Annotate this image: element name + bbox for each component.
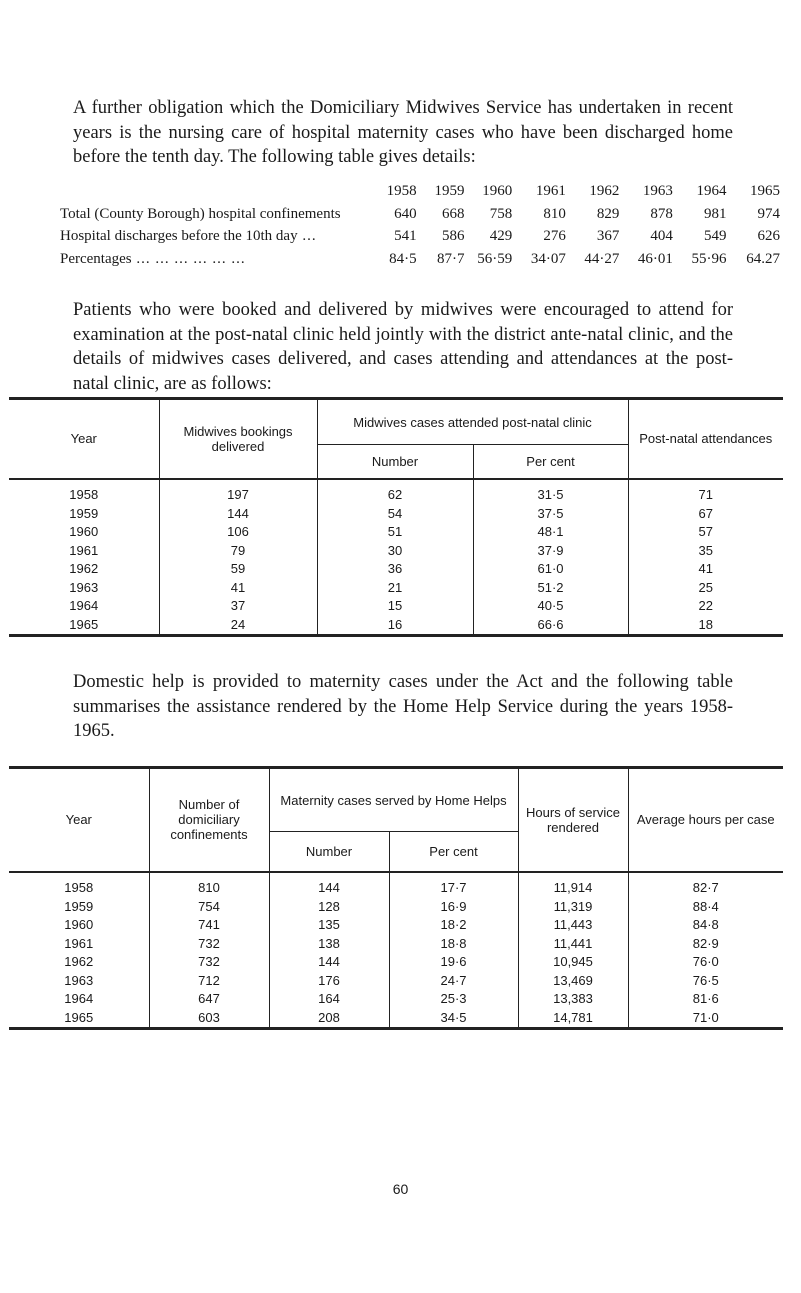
value-cell: 82·7 <box>628 872 783 898</box>
col-header-attendances: Post-natal attendances <box>628 399 783 479</box>
value-cell: 144 <box>269 872 389 898</box>
row-label: Percentages <box>60 250 132 267</box>
value-cell: 79 <box>159 541 317 560</box>
value-cell: 135 <box>269 916 389 935</box>
value-cell: 37·9 <box>473 541 628 560</box>
year-cell: 1963 <box>642 183 673 199</box>
col-header-year: Year <box>9 399 159 479</box>
value-cell: 18·8 <box>389 934 518 953</box>
year-cell: 1963 <box>69 579 99 595</box>
postnatal-paragraph: Patients who were booked and delivered by midwives were encouraged to attend for examination at the post-natal clinic held jointly with the district ante-natal clinic, and the details of midwives cases delivered, and cases attending and attendances at the post-natal clinic, are as follows: <box>73 300 733 394</box>
value-cell: 404 <box>650 228 673 244</box>
postnatal-clinic-table <box>9 397 783 637</box>
year-cell: 1963 <box>64 972 94 988</box>
value-cell: 17·7 <box>389 872 518 898</box>
value-cell: 712 <box>149 971 269 990</box>
value-cell: 24 <box>159 615 317 635</box>
value-cell: 11,441 <box>518 934 628 953</box>
value-cell: 741 <box>149 916 269 935</box>
value-cell: 34·07 <box>530 250 566 267</box>
value-cell: 40·5 <box>473 597 628 616</box>
value-cell: 586 <box>441 228 465 244</box>
value-cell: 87·7 <box>436 250 465 267</box>
table-row <box>9 615 783 635</box>
hospital-discharges-summary <box>60 180 780 270</box>
year-cell: 1959 <box>69 505 99 521</box>
value-cell: 59 <box>159 560 317 579</box>
year-cell: 1964 <box>64 991 94 1007</box>
value-cell: 25 <box>628 578 783 597</box>
value-cell: 62 <box>317 479 473 505</box>
value-cell: 549 <box>703 228 727 244</box>
value-cell: 164 <box>269 990 389 1009</box>
value-cell: 732 <box>149 953 269 972</box>
value-cell: 18·2 <box>389 916 518 935</box>
value-cell: 41 <box>159 578 317 597</box>
value-cell: 81·6 <box>628 990 783 1009</box>
value-cell: 810 <box>149 872 269 898</box>
value-cell: 54 <box>317 504 473 523</box>
year-cell: 1960 <box>482 183 513 199</box>
value-cell: 44·27 <box>584 250 620 267</box>
value-cell: 603 <box>149 1008 269 1028</box>
col-header-attended: Midwives cases attended post-natal clinic <box>317 399 628 445</box>
value-cell: 61·0 <box>473 560 628 579</box>
col-header-number: Number <box>269 832 389 872</box>
value-cell: 11,914 <box>518 872 628 898</box>
col-header-hours: Hours of service rendered <box>518 768 628 872</box>
value-cell: 541 <box>394 228 417 244</box>
col-header-bookings: Midwives bookings delivered <box>159 399 317 479</box>
summary-header-row <box>60 180 780 203</box>
value-cell: 626 <box>757 228 781 244</box>
value-cell: 276 <box>543 228 566 244</box>
table-row <box>9 897 783 916</box>
value-cell: 732 <box>149 934 269 953</box>
value-cell: 82·9 <box>628 934 783 953</box>
value-cell: 34·5 <box>389 1008 518 1028</box>
value-cell: 106 <box>159 523 317 542</box>
value-cell: 829 <box>596 205 620 222</box>
value-cell: 668 <box>441 205 465 222</box>
year-cell: 1964 <box>696 183 727 199</box>
value-cell: 25·3 <box>389 990 518 1009</box>
table-row <box>9 523 783 542</box>
value-cell: 367 <box>596 228 620 244</box>
col-header-number: Number <box>317 445 473 479</box>
value-cell: 41 <box>628 560 783 579</box>
value-cell: 754 <box>149 897 269 916</box>
value-cell: 46·01 <box>637 250 673 267</box>
col-header-year: Year <box>9 768 149 872</box>
value-cell: 144 <box>159 504 317 523</box>
value-cell: 981 <box>703 205 727 222</box>
table-row <box>9 990 783 1009</box>
value-cell: 71 <box>628 479 783 505</box>
table-row <box>9 560 783 579</box>
intro-paragraph: A further obligation which the Domiciliary Midwives Service has undertaken in recent years is the nursing care of hospital maternity cases who have been discharged home before the tenth day. The following table gives details: <box>73 98 733 167</box>
value-cell: 11,443 <box>518 916 628 935</box>
value-cell: 37 <box>159 597 317 616</box>
value-cell: 647 <box>149 990 269 1009</box>
value-cell: 16·9 <box>389 897 518 916</box>
year-cell: 1958 <box>386 183 417 199</box>
value-cell: 56·59 <box>477 250 513 267</box>
year-cell: 1962 <box>64 954 94 970</box>
year-cell: 1959 <box>64 898 94 914</box>
value-cell: 76·5 <box>628 971 783 990</box>
table-row <box>9 1008 783 1028</box>
value-cell: 15 <box>317 597 473 616</box>
value-cell: 48·1 <box>473 523 628 542</box>
table-row <box>9 971 783 990</box>
year-cell: 1962 <box>69 561 99 577</box>
row-label: Hospital discharges before the 10th day <box>60 228 298 244</box>
year-cell: 1959 <box>434 183 465 199</box>
year-cell: 1960 <box>64 917 94 933</box>
value-cell: 66·6 <box>473 615 628 635</box>
year-cell: 1961 <box>69 542 99 558</box>
value-cell: 35 <box>628 541 783 560</box>
value-cell: 208 <box>269 1008 389 1028</box>
table-row <box>9 872 783 898</box>
value-cell: 30 <box>317 541 473 560</box>
page-number: 60 <box>392 1181 409 1197</box>
col-header-average: Average hours per case <box>628 768 783 872</box>
summary-row-percentages <box>60 248 780 271</box>
value-cell: 176 <box>269 971 389 990</box>
value-cell: 84·8 <box>628 916 783 935</box>
row-label: Total (County Borough) hospital confinements <box>60 205 341 222</box>
year-cell: 1965 <box>9 615 159 635</box>
col-header-per-cent: Per cent <box>473 445 628 479</box>
value-cell: 55·96 <box>691 250 727 267</box>
value-cell: 758 <box>489 205 513 222</box>
value-cell: 144 <box>269 953 389 972</box>
value-cell: 640 <box>394 205 417 222</box>
value-cell: 51·2 <box>473 578 628 597</box>
value-cell: 21 <box>317 578 473 597</box>
value-cell: 14,781 <box>518 1008 628 1028</box>
value-cell: 19·6 <box>389 953 518 972</box>
value-cell: 24·7 <box>389 971 518 990</box>
year-cell: 1958 <box>64 880 94 896</box>
table-row <box>9 934 783 953</box>
value-cell: 197 <box>159 479 317 505</box>
value-cell: 51 <box>317 523 473 542</box>
value-cell: 10,945 <box>518 953 628 972</box>
home-help-paragraph: Domestic help is provided to maternity cases under the Act and the following table summarises the assistance rendered by the Home Help Service during the years 1958-1965. <box>73 672 733 741</box>
value-cell: 88·4 <box>628 897 783 916</box>
value-cell: 64.27 <box>746 250 781 267</box>
value-cell: 76·0 <box>628 953 783 972</box>
value-cell: 57 <box>628 523 783 542</box>
table-row <box>9 916 783 935</box>
value-cell: 31·5 <box>473 479 628 505</box>
summary-row-total <box>60 203 780 226</box>
value-cell: 67 <box>628 504 783 523</box>
value-cell: 16 <box>317 615 473 635</box>
col-header-confinements: Number of domiciliary confinements <box>149 768 269 872</box>
year-cell: 1960 <box>69 524 99 540</box>
value-cell: 974 <box>757 205 781 222</box>
table-row <box>9 953 783 972</box>
year-cell: 1961 <box>535 183 566 199</box>
table-row <box>9 479 783 505</box>
table-row <box>9 504 783 523</box>
leader-dots: ... ... ... ... ... ... <box>131 250 246 267</box>
year-cell: 1964 <box>69 598 99 614</box>
value-cell: 878 <box>650 205 673 222</box>
table-row <box>9 578 783 597</box>
table-row <box>9 597 783 616</box>
value-cell: 13,383 <box>518 990 628 1009</box>
value-cell: 13,469 <box>518 971 628 990</box>
col-header-per-cent: Per cent <box>389 832 518 872</box>
value-cell: 810 <box>543 205 566 222</box>
year-cell: 1958 <box>69 487 99 503</box>
value-cell: 429 <box>489 228 513 244</box>
year-cell: 1961 <box>64 935 94 951</box>
value-cell: 22 <box>628 597 783 616</box>
table-row <box>9 541 783 560</box>
leader-dots: ... <box>297 228 317 244</box>
year-cell: 1965 <box>9 1008 149 1028</box>
value-cell: 71·0 <box>628 1008 783 1028</box>
value-cell: 37·5 <box>473 504 628 523</box>
value-cell: 36 <box>317 560 473 579</box>
year-cell: 1965 <box>750 183 781 199</box>
home-help-table <box>9 766 783 1030</box>
value-cell: 128 <box>269 897 389 916</box>
value-cell: 138 <box>269 934 389 953</box>
year-cell: 1962 <box>589 183 620 199</box>
value-cell: 11,319 <box>518 897 628 916</box>
value-cell: 18 <box>628 615 783 635</box>
value-cell: 84·5 <box>389 250 417 267</box>
col-header-served: Maternity cases served by Home Helps <box>269 768 518 832</box>
summary-row-discharges <box>60 225 780 248</box>
